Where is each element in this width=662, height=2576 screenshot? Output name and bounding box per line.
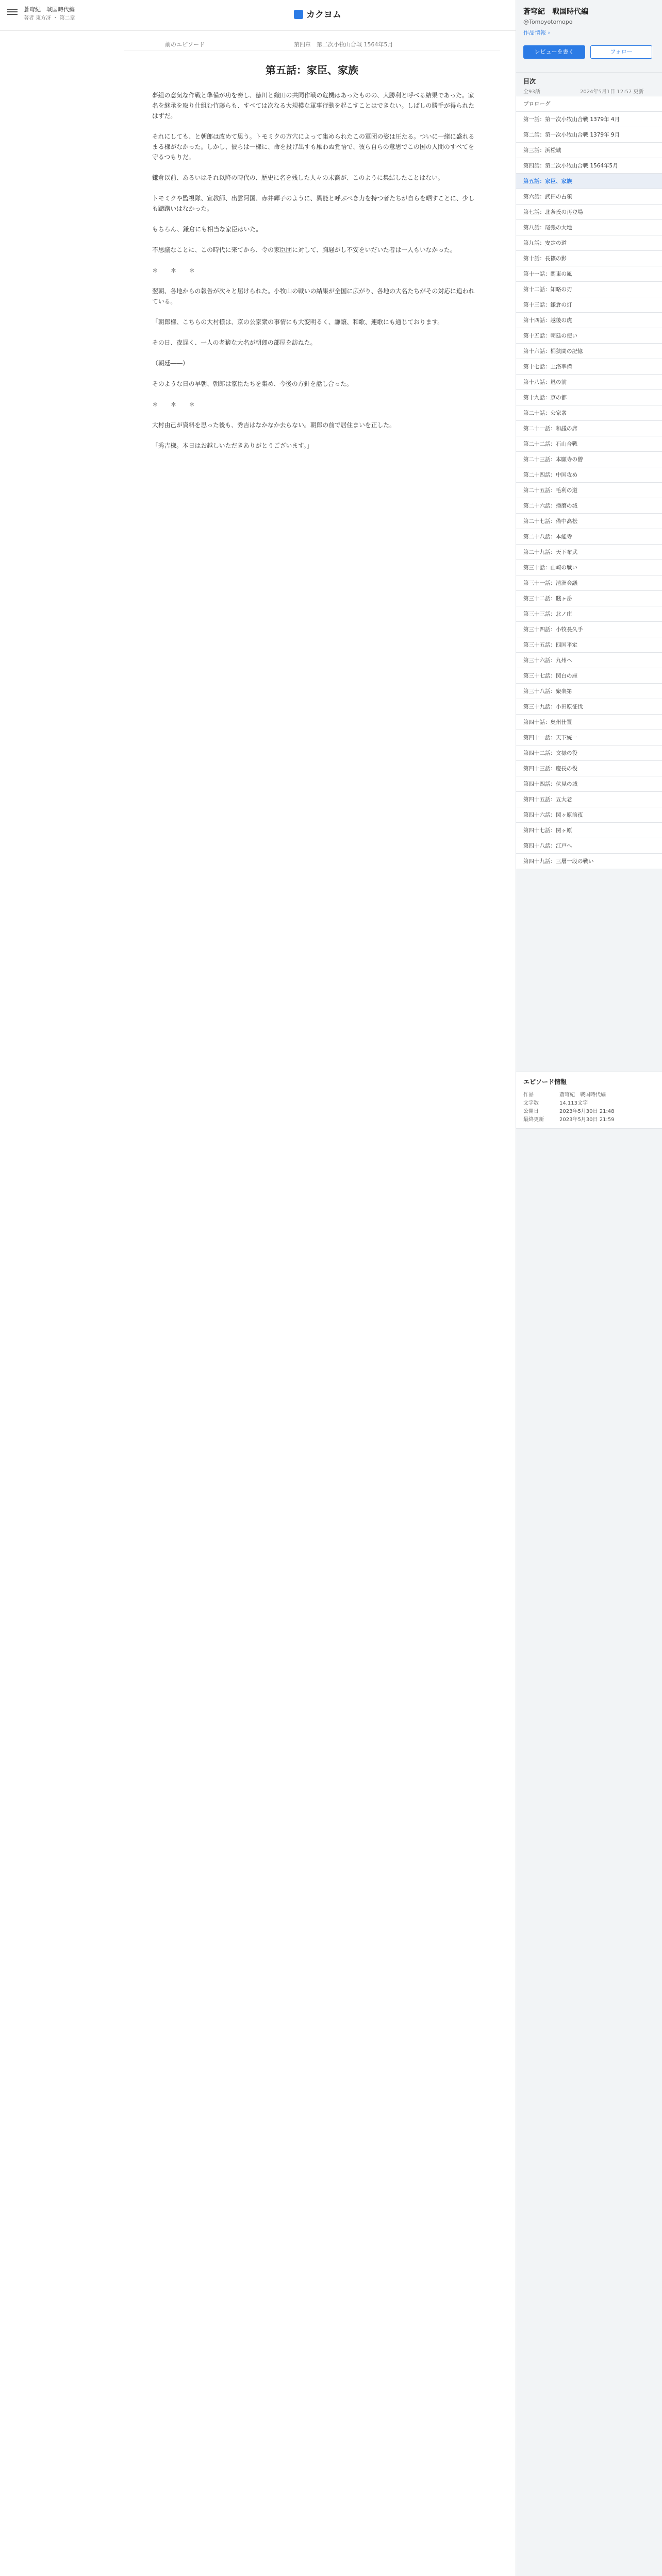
body-paragraph: それにしても、と朝郎は改めて思う。トモミクの方穴によって集められたこの軍団の姿は圧たる。ついに一緒に盛れるまる様がなかった。しかし、彼らは一様に、命を投げ出すも厭わぬ覚悟で、彼ら自らの意思でこの国の人間のすべてを守るつもりだ。 [152,133,475,161]
toc-item[interactable]: 第二十二話：石山合戦 [516,436,662,451]
info-row [523,1115,655,1123]
toc-item[interactable]: 第三十一話：清洲会議 [516,575,662,590]
action-buttons [523,45,655,61]
toc-item[interactable]: 第六話：武田の占領 [516,189,662,204]
toc-item[interactable]: 第三十六話：九州へ [516,652,662,668]
prev-episode-link[interactable]: 前のエピソード [165,41,205,48]
body-paragraph: 鎌倉以前、あるいはそれ以降の時代の、歴史に名を残した人々の末裔が、このように集結したことはない。 [152,174,444,181]
toc-item[interactable]: 第十四話：越後の虎 [516,312,662,328]
episode-nav-bar [124,37,500,50]
toc-item[interactable]: 第十二話：知略の刃 [516,281,662,297]
toc-title: 目次 [523,78,536,85]
toc-item[interactable]: 第十六話：桶狭間の記憶 [516,343,662,359]
toc-item[interactable]: 第二十六話：播磨の城 [516,498,662,513]
toc-item[interactable]: 第十一話：関東の風 [516,266,662,281]
body-paragraph: トモミクや監視隊、宣教師、出雲阿国、赤井輝子のように、異能と呼ぶべき力を持つ者たちが自らを晒すことに、少しも躊躇いはなかった。 [152,195,475,212]
body-paragraph: その日、夜遅く、一人の老獪な大名が朝郎の部屋を訪ねた。 [152,339,317,346]
work-info-header [523,6,655,37]
toc-item[interactable]: 第四十七話：関ヶ原 [516,822,662,838]
toc-item[interactable]: 第四十話：奥州仕置 [516,714,662,730]
toc-item[interactable]: 第十八話：嵐の前 [516,374,662,389]
body-paragraph: （朝廷――） [152,360,189,367]
work-author: 著者 東方冴 ・ 第二章 [24,15,75,21]
toc-item[interactable]: 第四話：第二次小牧山合戦 1564年5月 [516,158,662,173]
toc-item[interactable]: 第八話：尾張の大地 [516,219,662,235]
toc-item[interactable]: 第四十一話：天下統一 [516,730,662,745]
toc-item[interactable]: 第三十九話：小田原征伐 [516,699,662,714]
toc-item[interactable]: 第四十二話：文禄の役 [516,745,662,760]
logo-mark-icon [294,10,303,19]
info-value: 2023年5月30日 21:59 [559,1117,615,1123]
info-key: 作品 [523,1092,534,1098]
body-paragraph: 大村由己が資料を思った後も、秀吉はなかなか去らない。朝郎の前で居住まいを正した。 [152,421,395,429]
info-key: 最終更新 [523,1117,544,1123]
toc-item[interactable]: 第二十七話：備中高松 [516,513,662,529]
episode-info-box [516,1072,662,1129]
toc-item[interactable]: 第三十八話：聚楽第 [516,683,662,699]
toc-item[interactable]: 第三十三話：北ノ庄 [516,606,662,621]
right-column [516,0,662,2576]
toc-item[interactable]: 第十話：長篠の影 [516,250,662,266]
toc-item[interactable]: 第二十一話：和議の席 [516,420,662,436]
column-author[interactable]: @Tomoyotomopo [523,19,573,25]
work-info-link[interactable]: 作品情報 › [523,29,550,36]
body-paragraph: もちろん、鎌倉にも相当な家臣はいた。 [152,226,262,233]
toc-date: 2024年5月1日 12:57 更新 [580,89,644,95]
episode-body [152,90,477,461]
toc-item[interactable]: 第二十八話：本能寺 [516,529,662,544]
toc-item[interactable]: 第九話：安定の道 [516,235,662,250]
toc-item[interactable]: 第三十四話：小牧長久手 [516,621,662,637]
info-row [523,1090,655,1098]
chapter-breadcrumb[interactable]: 第四章 第二次小牧山合戦 1564年5月 [294,41,393,48]
toc-count: 全93話 [523,89,540,95]
info-value: 蒼穹紀 戦国時代編 [559,1092,606,1098]
body-paragraph: 夢組の意気な作戦と準備が功を奏し、徳川と織田の共同作戦の危機はあったものの、大勝利と呼べる結果であった。家名を継承を取り仕組む竹藤らも、すべては次なる大規模な軍事行動を起こすことはできない。しばしの勝手が得られたはずだ。 [152,92,475,120]
toc-item[interactable]: 第二十五話：毛利の道 [516,482,662,498]
body-paragraph: 「朝郎様、こちらの大村様は、京の公家衆の事情にも大変明るく、謙譲、和歌、連歌にも通じております。 [152,318,444,326]
toc-item[interactable]: 第三十七話：関白の座 [516,668,662,683]
scene-separator: ＊ ＊ ＊ [152,267,198,274]
toc-item[interactable]: 第一話：第一次小牧山合戦 1379年 4月 [516,111,662,127]
work-title[interactable]: 蒼穹紀 戦国時代編 [24,6,75,13]
info-row [523,1107,655,1115]
toc-item[interactable]: 第四十八話：江戸へ [516,838,662,853]
info-row [523,1098,655,1107]
toc-item[interactable]: 第二話：第一次小牧山合戦 1379年 9月 [516,127,662,142]
toc-item[interactable]: 第四十六話：関ヶ原前夜 [516,807,662,822]
body-paragraph: 「秀吉様。本日はお越しいただきありがとうございます。」 [152,442,313,449]
toc-item[interactable]: 第四十三話：慶長の役 [516,760,662,776]
body-paragraph: 翌朝、各地からの報告が次々と届けられた。小牧山の戦いの結果が全国に広がり、各地の大名たちがその対応に追われている。 [152,287,475,305]
toc-item[interactable]: 第十七話：上洛準備 [516,359,662,374]
toc-item[interactable]: 第二十話：公家衆 [516,405,662,420]
toc-item[interactable]: プロローグ [516,96,662,111]
body-paragraph: そのような日の早朝、朝郎は家臣たちを集め、今後の方針を話し合った。 [152,380,353,387]
toc-item[interactable]: 第十五話：朝廷の使い [516,328,662,343]
toc-item[interactable]: 第四十五話：五大老 [516,791,662,807]
follow-button[interactable]: フォロー [590,45,652,59]
toc-item[interactable]: 第四十九話：三層一段の戦い [516,853,662,869]
toc-item[interactable]: 第二十三話：本願寺の僧 [516,451,662,467]
toc-item[interactable]: 第五話：家臣、家族 [516,173,662,189]
table-of-contents [516,72,662,869]
column-work-title[interactable]: 蒼穹紀 戦国時代編 [523,8,588,16]
toc-item[interactable]: 第十九話：京の都 [516,389,662,405]
info-value: 2023年5月30日 21:48 [559,1109,615,1114]
logo-text: カクヨム [306,10,341,20]
episode-title: 第五話：家臣、家族 [266,64,358,76]
info-key: 公開日 [523,1109,539,1114]
info-key: 文字数 [523,1100,539,1106]
toc-item[interactable]: 第十三話：鎌倉の灯 [516,297,662,312]
info-value: 14,113文字 [559,1100,588,1106]
episode-info-title: エピソード情報 [523,1078,567,1086]
toc-item[interactable]: 第四十四話：伏見の城 [516,776,662,791]
write-review-button[interactable]: レビューを書く [523,45,585,59]
toc-item[interactable]: 第三十二話：賤ヶ岳 [516,590,662,606]
toc-item[interactable]: 第三十話：山崎の戦い [516,560,662,575]
toc-item[interactable]: 第三話：浜松城 [516,142,662,158]
body-paragraph: 不思議なことに、この時代に来てから、令の家臣団に対して、胸騒がし不安をいだいた者は一人もいなかった。 [152,246,456,253]
site-logo[interactable] [294,7,341,20]
scene-separator: ＊ ＊ ＊ [152,401,198,408]
hamburger-menu-icon[interactable] [7,7,18,16]
toc-item[interactable]: 第二十四話：中国攻め [516,467,662,482]
toc-item[interactable]: 第七話：北条氏の再登場 [516,204,662,219]
toc-header [516,72,662,96]
toc-item[interactable]: 第三十五話：四国平定 [516,637,662,652]
toc-item[interactable]: 第二十九話：天下布武 [516,544,662,560]
